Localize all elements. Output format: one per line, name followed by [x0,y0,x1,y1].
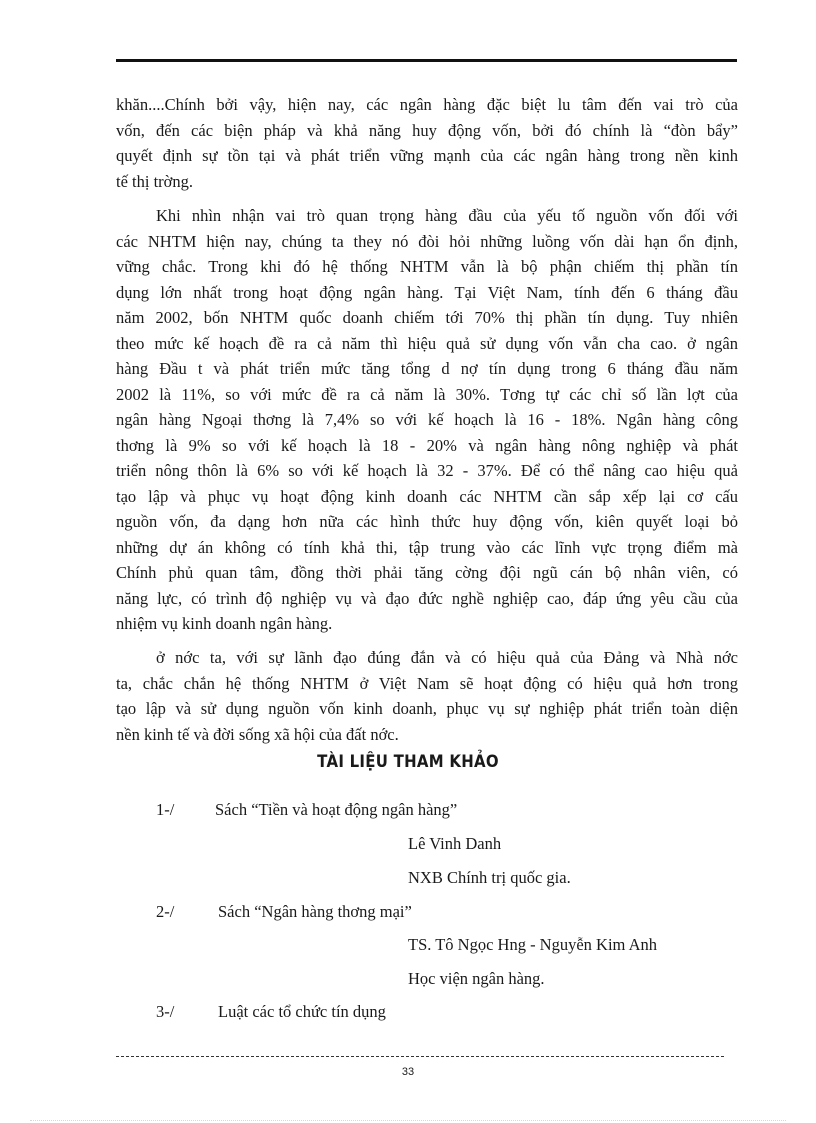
footer-rule [116,1056,724,1057]
paragraph-line: vững chắc. Trong khi đó hệ thống NHTM vẫn là bộ phận chiếm thị phần tín [116,257,738,276]
paragraph-line: Khi nhìn nhận vai trò quan trọng hàng đầu của yếu tố nguồn vốn đối với [156,206,738,225]
reference-publisher: Học viện ngân hàng. [408,969,545,988]
paragraph-line: nhiệm vụ kinh doanh ngân hàng. [116,614,333,633]
paragraph-line: nền kinh tế và đời sống xã hội của đất nớc. [116,724,399,744]
paragraph-line: 2002 là 11%, so với mức đề ra cả năm là 30%. Tơng tự các chỉ số lần lợt của [116,384,738,404]
paragraph-2 [116,203,738,637]
reference-title: Sách “Ngân hàng thơng mại” [218,902,412,921]
paragraph-line: quyết định sự tồn tại và phát triển vững mạnh của các ngân hàng trong nền kinh [116,146,738,165]
reference-title: Luật các tổ chức tín dụng [218,1002,386,1021]
paragraph-line: triển nông thôn là 6% so với kế hoạch là 32 - 37%. Để có thể nâng cao hiệu quả [116,461,738,480]
reference-author: TS. Tô Ngọc Hng - Nguyễn Kim Anh [408,935,658,954]
header-rule [116,59,737,62]
paragraph-line: nguồn vốn, đa dạng hơn nữa các hình thức huy động vốn, kiên quyết loại bỏ [116,512,738,531]
paragraph-line: các NHTM hiện nay, chúng ta they nó đòi hỏi những luồng vốn dài hạn ổn định, [116,231,738,251]
paragraph-3 [116,645,738,747]
paragraph-line: tạo lập và phục vụ hoạt động kinh doanh các NHTM cần sắp xếp lại cơ cấu [116,486,738,506]
reference-title: Sách “Tiền và hoạt động ngân hàng” [215,800,458,819]
page-edge-rule [30,1120,786,1121]
reference-number: 1-/ [156,800,175,819]
paragraph-line: tạo lập và sử dụng nguồn vốn kinh doanh, phục vụ sự nghiệp phát triển toàn diện [116,699,738,718]
reference-number: 3-/ [156,1002,175,1021]
paragraph-line: ở nớc ta, với sự lãnh đạo đúng đắn và có hiệu quả của Đảng và Nhà nớc [156,648,738,667]
paragraph-line: thơng là 9% so với kế hoạch là 18 - 20% và ngân hàng nông nghiệp và phát [116,435,738,455]
paragraph-line: theo mức kế hoạch đề ra cả năm thì hiệu quả sử dụng vốn vẫn cha cao. ở ngân [116,333,738,353]
paragraph-line: những dự án không có tính khả thi, tập trung vào các lĩnh vực trọng điểm mà [116,537,738,557]
paragraph-1 [116,92,738,194]
paragraph-line: năng lực, có trình độ nghiệp vụ và đạo đức nghề nghiệp cao, đáp ứng yêu cầu của [116,588,738,608]
paragraph-line: vốn, đến các biện pháp và khả năng huy động vốn, bởi đó chính là “đòn bẩy” [116,120,738,140]
paragraph-line: Chính phủ quan tâm, đồng thời phải tăng cờng đội ngũ cán bộ nhân viên, có [116,563,738,582]
paragraph-line: ngân hàng Ngoại thơng là 7,4% so với kế hoạch là 16 - 18%. Ngân hàng công [116,410,738,429]
paragraph-line: năm 2002, bốn NHTM quốc doanh chiếm tới 70% thị phần tín dụng. Tuy nhiên [116,308,738,327]
paragraph-line: khăn....Chính bởi vậy, hiện nay, các ngân hàng đặc biệt lu tâm đến vai trò của [116,95,738,114]
references-heading: TÀI LIỆU THAM KHẢO [317,752,499,772]
page-number: 33 [401,1066,415,1078]
reference-number: 2-/ [156,902,175,921]
paragraph-line: dụng lớn nhất trong hoạt động ngân hàng. Tại Việt Nam, tính đến 6 tháng đầu [116,282,738,302]
reference-publisher: NXB Chính trị quốc gia. [408,868,571,887]
paragraph-line: tế thị trờng. [116,171,194,191]
paragraph-line: ta, chắc chắn hệ thống NHTM ở Việt Nam sẽ hoạt động có hiệu quả hơn trong [116,673,738,693]
paragraph-line: hàng Đầu t và phát triển mức tăng tổng d nợ tín dụng trong 6 tháng đầu năm [116,359,738,378]
reference-author: Lê Vinh Danh [408,834,502,853]
